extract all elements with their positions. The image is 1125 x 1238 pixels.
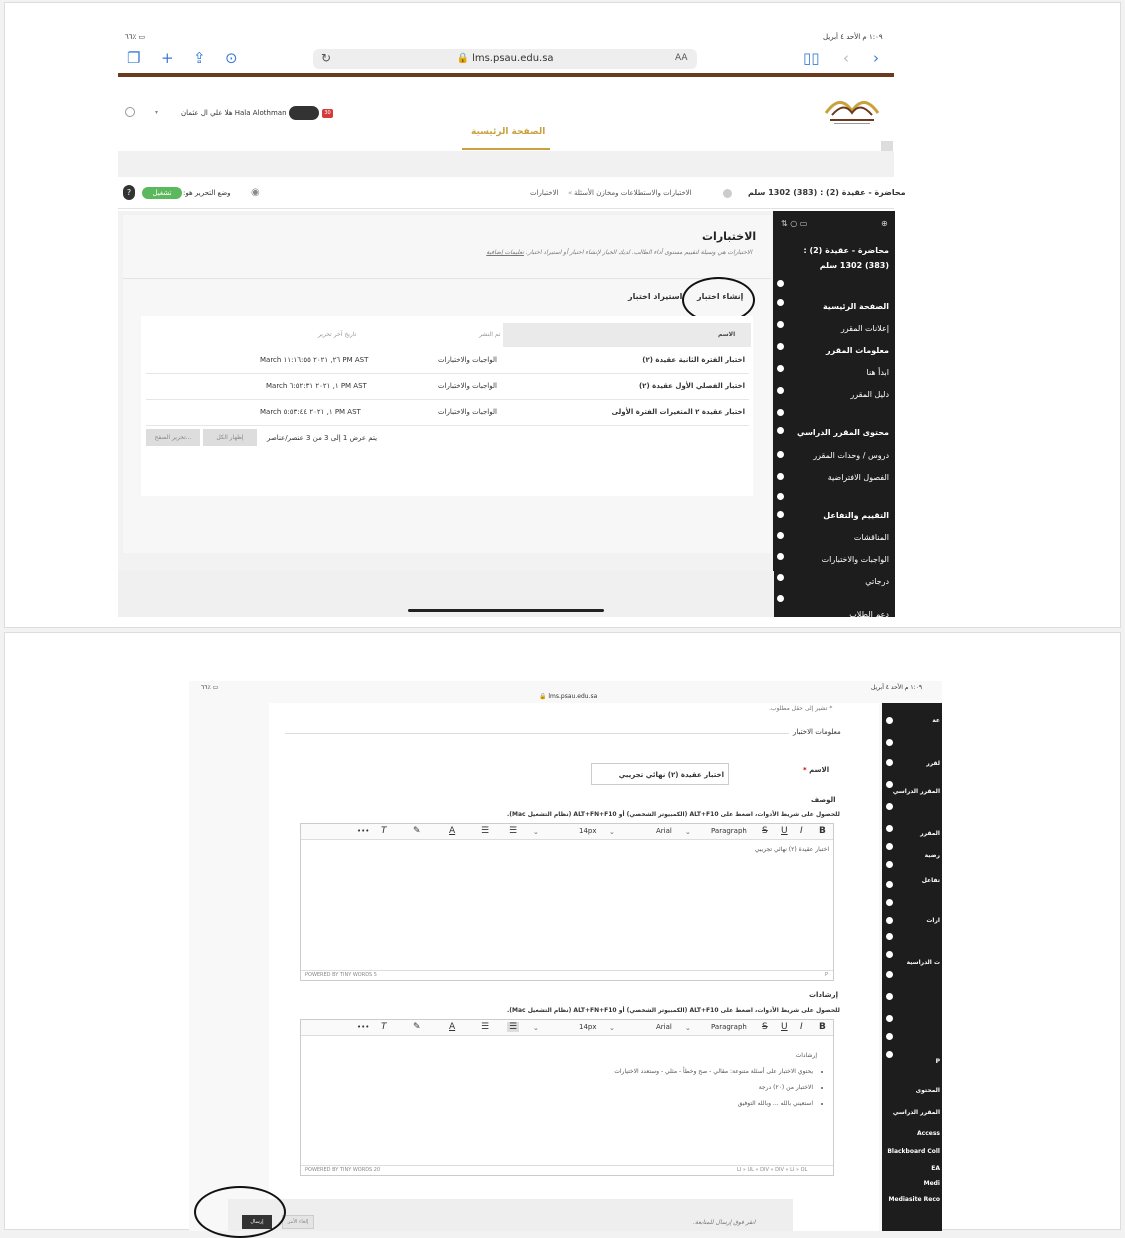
description-label: الوصف [811,796,836,804]
name-value: اختبار عقيدة (٢) نهائي تجريبي [618,771,724,779]
sidebar-item[interactable]: دليل المقرر [850,390,889,399]
sidebar-handle-icon[interactable] [886,843,893,850]
sidebar-handle-icon[interactable] [886,861,893,868]
sidebar-handle-icon[interactable] [777,343,784,350]
required-note: * تشير إلى حقل مطلوب. [769,705,833,712]
instructions-list [513,1064,813,1112]
test-date: March ٢٦, ٢٠٢١ ١١:١٦:٥٥ PM AST [260,356,369,364]
toolbar-hint: للحصول على شريط الأدوات، اضغط على ALT+F10 (الكمبيوتر الشخصي) أو ALT+FN+F10 (نظام التشغيل Mac). [507,1007,840,1014]
sidebar-handle-icon[interactable] [777,321,784,328]
sidebar-handle-icon[interactable] [777,473,784,480]
section-divider [285,733,789,734]
sidebar-handle-icon[interactable] [886,1033,893,1040]
sidebar-item[interactable]: P [935,1058,940,1065]
pager-text: يتم عرض 1 إلى 3 من 3 عنصر/عناصر [267,434,378,442]
sidebar-handle-icon[interactable] [886,759,893,766]
sidebar-item[interactable]: Medi [923,1180,940,1187]
sidebar-item[interactable]: ت الدراسية [906,959,940,966]
size-select[interactable]: 14px [579,1023,597,1031]
highlight-icon[interactable]: ✎ [413,1022,421,1032]
user-dropdown-caret[interactable]: ▾ [155,109,159,116]
sidebar-item[interactable]: المقرر الدراسي [892,1109,940,1116]
font-caret[interactable]: ⌄ [609,828,615,836]
powered-by: POWERED BY TINY WORDS 5 [305,972,377,978]
sidebar-handle-icon[interactable] [777,365,784,372]
sidebar-item[interactable]: EA [931,1165,940,1172]
sidebar-handle-icon[interactable] [886,739,893,746]
bookmarks-icon[interactable]: ▯▯ [803,49,820,67]
sidebar-handle-icon[interactable] [886,899,893,906]
test-published: الواجبات والاختبارات [438,408,497,416]
table-row[interactable] [146,400,749,426]
help-button[interactable]: ? [123,185,135,200]
sidebar-item[interactable]: Mediasite Reco [888,1196,940,1203]
sidebar-handle-icon[interactable] [777,427,784,434]
bullet-list-icon[interactable]: ☰ [481,826,490,836]
test-published: الواجبات والاختبارات [438,382,497,390]
sidebar-handle-icon[interactable] [777,511,784,518]
instruction-item: • استعيني بالله ... وبالله التوفيق [513,1096,813,1112]
sidebar-item[interactable]: المقرر الدراسي [892,788,940,795]
sidebar-handle-icon[interactable] [886,717,893,724]
breadcrumb-current: الاختبارات [530,189,559,197]
edit-mode-toggle[interactable]: تشغيل [142,187,182,199]
italic-button[interactable]: I [800,1022,803,1032]
sidebar-handle-icon[interactable] [777,280,784,287]
screenshot-bottom [4,632,1121,1230]
course-sidebar [882,703,942,1231]
font-select[interactable]: Arial [656,827,672,835]
import-test-button[interactable]: استيراد اختبار [628,292,683,301]
column-header-name[interactable]: الاسم [718,331,736,338]
column-header-published[interactable]: تم النشر [479,331,501,338]
bold-button[interactable]: B [819,826,826,836]
bold-button[interactable]: B [819,1022,826,1032]
course-sidebar [773,211,895,617]
sidebar-item[interactable]: الواجبات والاختبارات [821,555,889,564]
bullet-list-icon[interactable]: ☰ [481,1022,490,1032]
notification-badge[interactable]: 30 [322,109,333,118]
numbered-list-icon[interactable]: ☰ [509,826,518,836]
sidebar-handle-icon[interactable] [886,933,893,940]
download-icon[interactable]: ⊙ [225,49,238,67]
url-text: 🔒 lms.psau.edu.sa [456,53,554,64]
sidebar-item[interactable]: دعم الطلاب [849,610,889,619]
sidebar-handle-icon[interactable] [777,574,784,581]
help-link[interactable]: تعليمات إضافية [486,249,524,256]
course-title[interactable]: محاضرة - عقيدة (2) : (383) 1302 سلم [748,188,906,197]
underline-button[interactable]: U [781,1022,788,1032]
strikethrough-button[interactable]: S [762,1022,768,1032]
home-tab[interactable]: الصفحة الرئيسية [471,127,546,137]
sidebar-handle-icon[interactable] [886,951,893,958]
new-tab-icon[interactable]: + [161,49,174,67]
sidebar-handle-icon[interactable] [777,387,784,394]
column-header-date[interactable]: تاريخ آخر تحرير [318,331,357,338]
sidebar-handle-icon[interactable] [886,825,893,832]
sidebar-handle-icon[interactable] [777,553,784,560]
test-name[interactable]: اختبار الفترة الثانية عقيدة (٢) [642,356,745,364]
sidebar-item[interactable]: الصفحة الرئيسية [822,302,889,311]
sidebar-item[interactable]: لقرر [926,760,940,767]
sidebar-add-icon[interactable]: ⊕ [881,219,888,228]
home-tab-underline [462,148,550,150]
back-icon[interactable]: ‹ [843,49,849,67]
font-caret[interactable]: ⌄ [609,1024,615,1032]
sidebar-item[interactable]: التقييم والتفاعل [823,511,889,520]
numbered-list-icon[interactable]: ☰ [509,1022,518,1032]
edit-paging-button[interactable]: تحرير الصفح... [146,429,200,446]
status-time: ١:٠٩ م الأحد ٤ أبريل [823,33,883,41]
text-size-button[interactable]: AA [675,53,688,63]
description-editor[interactable] [300,823,834,981]
university-logo [820,91,884,127]
sidebar-handle-icon[interactable] [777,409,784,416]
create-test-button[interactable]: إنشاء اختبار [697,292,744,301]
sidebar-handle-icon[interactable] [886,881,893,888]
instruction-item: • الاختبار من (٢٠) درجة [513,1080,813,1096]
submit-hint: انقر فوق إرسال للمتابعة. [693,1219,756,1226]
table-row[interactable] [146,348,749,374]
clear-format-icon[interactable]: T [381,826,387,836]
sidebar-item[interactable]: المناقشات [853,533,889,542]
sidebar-item[interactable]: رضية [924,852,940,859]
editor-toolbar [301,824,833,840]
highlight-circle [194,1186,286,1238]
section-title: معلومات الاختبار [793,728,841,736]
sidebar-item[interactable]: المحتوى [915,1087,940,1094]
sidebar-handle-icon[interactable] [886,993,893,1000]
cancel-button[interactable]: إلغاء الأمر [282,1215,314,1229]
sidebar-item[interactable]: ارات [926,917,940,924]
toolbar-hint: للحصول على شريط الأدوات، اضغط على ALT+F10 (الكمبيوتر الشخصي) أو ALT+FN+F10 (نظام التشغيل Mac). [507,811,840,818]
sidebar-item[interactable]: إعلانات المقرر [840,324,889,333]
page-description: الاختبارات هي وسيلة لتقييم مستوى أداء الطالب. لديك الخيار لإنشاء اختبار أو استيراد اختبار. تعليمات إضافية [486,249,752,256]
test-name[interactable]: اختبار عقيدة ٢ المتغيرات الفترة الأولى [611,408,745,416]
reload-icon[interactable]: ↻ [321,51,332,65]
submit-button[interactable]: إرسال [242,1215,272,1229]
instructions-label: إرشادات [809,991,838,999]
sidebar-item[interactable]: ابدأ هنا [866,368,889,377]
avatar[interactable] [289,106,319,120]
show-all-button[interactable]: إظهار الكل [203,429,257,446]
sidebar-item[interactable]: دروس / وحدات المقرر [813,451,889,460]
home-indicator [408,609,604,612]
sidebar-handle-icon[interactable] [777,595,784,602]
paragraph-select[interactable]: Paragraph [711,1023,747,1031]
size-select[interactable]: 14px [579,827,597,835]
sidebar-item[interactable]: Access [917,1130,940,1137]
screenshot-top [4,2,1121,628]
sidebar-item[interactable]: الفصول الافتراضية [827,473,889,482]
paragraph-select[interactable]: Paragraph [711,827,747,835]
powered-by: POWERED BY TINY WORDS 20 [305,1167,381,1173]
instruction-item: • يحتوي الاختبار على أسئلة متنوعة: مقالي - صح وخطأ - مثلي - وستعدد الاختيارات [513,1064,813,1080]
status-time: ١:٠٩ م الأحد ٤ أبريل [871,684,923,691]
brand-bar [118,73,894,77]
sidebar-handle-icon[interactable] [886,781,893,788]
sidebar-handle-icon[interactable] [777,299,784,306]
editor-statusbar [301,970,833,980]
test-date: March ١, ٢٠٢١ ٦:٥٢:٣١ PM AST [266,382,367,390]
instructions-editor[interactable] [300,1019,834,1176]
forward-icon[interactable]: › [873,49,879,67]
sidebar-item[interactable]: عة [932,717,940,724]
settings-icon[interactable] [125,107,135,117]
element-path: LI » UL » DIV » DIV » LI » OL [737,1167,808,1173]
paragraph-caret[interactable]: ⌄ [685,828,691,836]
url-text: 🔒 lms.psau.edu.sa [539,693,598,700]
size-caret[interactable]: ⌄ [533,1024,539,1032]
share-icon[interactable]: ⇪ [193,49,206,67]
divider [123,278,771,279]
sidebar-item[interactable]: درجاتي [865,577,889,586]
text-color-icon[interactable]: A [449,826,456,836]
address-bar[interactable] [313,49,697,69]
editor-toolbar [301,1020,833,1036]
font-select[interactable]: Arial [656,1023,672,1031]
sidebar-item[interactable]: Blackboard Coll [887,1148,940,1155]
sidebar-handle-icon[interactable] [777,532,784,539]
name-input[interactable] [591,763,729,785]
test-name[interactable]: اختبار الفصلي الأول عقيدة (٢) [638,382,745,390]
sidebar-item[interactable]: محتوى المقرر الدراسي [796,428,889,437]
sorted-column-header [503,323,751,347]
sidebar-handle-icon[interactable] [886,1015,893,1022]
preview-eye-icon[interactable]: ◉ [251,187,260,198]
sidebar-tool-icons[interactable]: ⇅ ○ ▭ [781,219,808,228]
clear-format-icon[interactable]: T [381,1022,387,1032]
underline-button[interactable]: U [781,826,788,836]
sidebar-item[interactable]: المقرر [920,830,940,837]
battery-indicator: ٦٦٪ ▭ [125,33,146,41]
editor-statusbar [301,1165,833,1175]
subheader-strip [118,151,894,177]
sidebar-handle-icon[interactable] [886,1051,893,1058]
element-path: P [825,972,829,978]
sidebar-handle-icon[interactable] [777,451,784,458]
instructions-heading: إرشادات [795,1052,817,1059]
edit-mode-label: وضع التحرير هو: [183,189,231,197]
name-label: الاسم * [803,766,830,774]
description-content: اختبار عقيدة (٢) نهائي تجريبي [754,846,829,853]
tabs-icon[interactable]: ❐ [127,49,141,67]
more-button[interactable]: ••• [357,827,370,835]
breadcrumb-sep: » [568,189,573,197]
battery-indicator: ٦٦٪ ▭ [201,684,219,691]
highlight-icon[interactable]: ✎ [413,826,421,836]
sidebar-course-title[interactable]: محاضرة - عقيدة (2) : (383) 1302 سلم [803,246,889,270]
italic-button[interactable]: I [800,826,803,836]
text-color-icon[interactable]: A [449,1022,456,1032]
sidebar-item[interactable]: معلومات المقرر [826,346,889,355]
breadcrumb-menu-icon[interactable] [723,189,732,198]
sidebar-item[interactable]: تفاعل [921,877,940,884]
more-button[interactable]: ••• [357,1023,370,1031]
sidebar-handle-icon[interactable] [886,971,893,978]
size-caret[interactable]: ⌄ [533,828,539,836]
test-published: الواجبات والاختبارات [438,356,497,364]
test-date: March ١, ٢٠٢١ ٥:٥٣:٤٤ PM AST [260,408,361,416]
page-title: الاختبارات [702,230,757,243]
strikethrough-button[interactable]: S [762,826,768,836]
sidebar-handle-icon[interactable] [777,493,784,500]
paragraph-caret[interactable]: ⌄ [685,1024,691,1032]
table-row[interactable] [146,374,749,400]
sidebar-handle-icon[interactable] [886,803,893,810]
breadcrumb-link[interactable]: الاختبارات والاستطلاعات ومخازن الأسئلة [574,189,692,197]
sidebar-handle-icon[interactable] [886,917,893,924]
user-name[interactable]: Hala Alothman هلا علي ال عثمان [181,109,287,117]
